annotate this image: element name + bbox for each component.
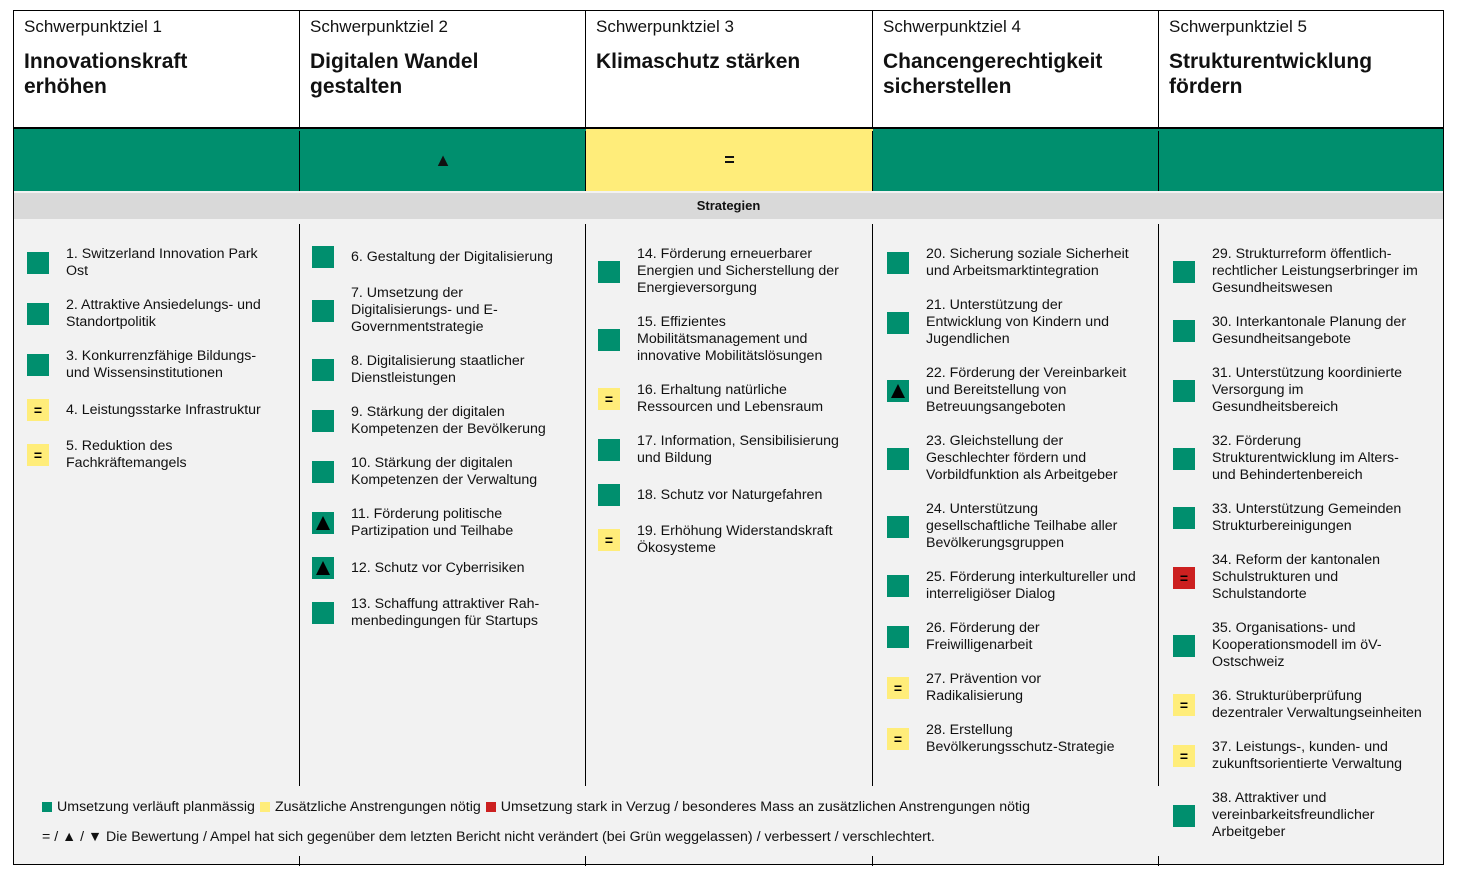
column-divider	[299, 131, 300, 191]
legend-status-line	[42, 798, 1030, 816]
goal-label: Schwerpunktziel 3	[596, 17, 734, 36]
column-divider	[585, 224, 586, 786]
column-divider	[872, 11, 873, 127]
column-divider	[872, 224, 873, 786]
green-status-icon	[312, 246, 334, 268]
legend	[42, 798, 1030, 858]
yellow-status-icon	[1173, 694, 1195, 716]
goal-title: Digitalen Wandel gestalten	[310, 50, 479, 98]
strategy-label: 19. Erhöhung Widerstandskraft Ökosysteme	[637, 523, 833, 556]
column-divider	[872, 131, 873, 191]
goal-status-5	[1159, 129, 1443, 191]
strategy-label: 6. Gestaltung der Digitalisierung	[351, 248, 553, 265]
strategy-column-5	[1173, 246, 1443, 858]
green-status-icon	[1173, 805, 1195, 827]
strategy-item	[887, 671, 1155, 705]
green-swatch-icon	[42, 802, 52, 812]
goal-title: Klimaschutz stärken	[596, 50, 801, 73]
goal-title: Innovationskraft erhöhen	[24, 50, 188, 98]
yellow-status-icon	[27, 399, 49, 421]
column-divider	[1158, 11, 1159, 127]
strategy-item	[27, 246, 287, 280]
column-divider	[1158, 131, 1159, 191]
strategy-item	[312, 246, 574, 268]
strategy-item	[1173, 620, 1443, 671]
trend-unchanged-icon: =	[33, 402, 43, 418]
trend-unchanged-icon: =	[1179, 748, 1189, 764]
green-status-icon	[312, 512, 334, 534]
green-status-icon	[887, 312, 909, 334]
green-status-icon	[312, 300, 334, 322]
column-divider	[299, 224, 300, 786]
green-status-icon	[887, 626, 909, 648]
green-status-icon	[1173, 320, 1195, 342]
column-divider	[299, 11, 300, 127]
green-status-icon	[27, 303, 49, 325]
goal-header-1	[14, 11, 300, 127]
strategy-label: 13. Schaffung attraktiver Rah- menbedingungen für Startups	[351, 596, 540, 629]
strategy-label: 21. Unterstützung der Entwicklung von Kindern und Jugendlichen	[926, 297, 1109, 347]
strategy-item	[312, 285, 574, 336]
strategy-item	[887, 722, 1155, 756]
strategy-label: 32. Förderung Strukturentwicklung im Alters- und Behindertenbereich	[1212, 433, 1399, 483]
strategy-label: 27. Prävention vor Radikalisierung	[926, 671, 1042, 704]
strategy-column-4	[887, 246, 1155, 773]
strategy-label: 2. Attraktive Ansiedelungs- und Standortpolitik	[66, 297, 261, 330]
strategies-heading: Strategien	[14, 193, 1443, 219]
strategy-item	[598, 382, 868, 416]
strategy-label: 26. Förderung der Freiwilligenarbeit	[926, 620, 1040, 653]
strategy-label: 9. Stärkung der digitalen Kompetenzen der Bevölkerung	[351, 404, 546, 437]
strategy-label: 7. Umsetzung der Digitalisierungs- und E- Governmentstrategie	[351, 285, 498, 335]
green-status-icon	[312, 557, 334, 579]
strategy-label: 31. Unterstützung koordinierte Versorgung im Gesundheitsbereich	[1212, 365, 1403, 415]
strategy-item	[312, 506, 574, 540]
column-divider	[1158, 856, 1159, 866]
green-status-icon	[887, 448, 909, 470]
trend-unchanged-icon: =	[893, 680, 903, 696]
strategy-label: 38. Attraktiver und vereinbarkeitsfreundlicher Arbeitgeber	[1212, 790, 1375, 840]
strategy-label: 12. Schutz vor Cyberrisiken	[351, 559, 525, 576]
strategy-item	[887, 620, 1155, 654]
trend-up-icon	[316, 516, 330, 530]
strategy-item	[887, 433, 1155, 484]
green-status-icon	[887, 380, 909, 402]
goal-label: Schwerpunktziel 4	[883, 17, 1021, 36]
green-status-icon	[312, 410, 334, 432]
strategy-label: 24. Unterstützung gesellschaftliche Teilhabe aller Bevölkerungsgruppen	[926, 501, 1118, 551]
strategy-label: 11. Förderung politische Partizipation und Teilhabe	[351, 506, 514, 539]
column-divider	[585, 11, 586, 127]
strategy-label: 5. Reduktion des Fachkräftemangels	[66, 438, 187, 471]
column-divider	[585, 131, 586, 191]
strategy-item	[312, 404, 574, 438]
strategy-item	[27, 297, 287, 331]
yellow-status-icon	[27, 444, 49, 466]
strategy-label: 37. Leistungs-, kunden- und zukunftsorientierte Verwaltung	[1212, 739, 1403, 772]
trend-unchanged-icon: =	[1179, 697, 1189, 713]
green-status-icon	[312, 602, 334, 624]
strategy-item	[598, 484, 868, 506]
trend-unchanged-icon: =	[33, 447, 43, 463]
legend-yellow-label: Zusätzliche Anstrengungen nötig	[274, 799, 481, 815]
goal-label: Schwerpunktziel 5	[1169, 17, 1307, 36]
strategy-column-3	[598, 246, 868, 574]
strategy-column-2	[312, 246, 574, 647]
strategy-item	[1173, 552, 1443, 603]
strategy-label: 28. Erstellung Bevölkerungsschutz-Strategie	[926, 722, 1115, 755]
goal-header-2	[300, 11, 586, 127]
strategy-item	[27, 438, 287, 472]
strategy-label: 10. Stärkung der digitalen Kompetenzen der Verwaltung	[351, 455, 538, 488]
legend-green-label: Umsetzung verläuft planmässig	[57, 799, 255, 815]
strategy-item	[27, 399, 287, 421]
yellow-status-icon	[887, 677, 909, 699]
strategy-label: 34. Reform der kantonalen Schulstrukturen und Schulstandorte	[1212, 552, 1380, 602]
strategy-label: 4. Leistungsstarke Infrastruktur	[66, 401, 261, 418]
strategy-label: 18. Schutz vor Naturgefahren	[637, 486, 823, 503]
legend-trend-note: = / ▲ / ▼ Die Bewertung / Ampel hat sich gegenüber dem letzten Bericht nicht verändert (bei Grün weggelassen) / verbessert / verschlechtert.	[42, 829, 935, 845]
strategy-label: 33. Unterstützung Gemeinden Strukturbereinigungen	[1212, 501, 1402, 534]
green-status-icon	[887, 252, 909, 274]
strategy-label: 1. Switzerland Innovation Park Ost	[66, 246, 258, 279]
strategy-item	[598, 523, 868, 557]
strategy-item	[1173, 688, 1443, 722]
goal-header-5	[1159, 11, 1443, 127]
column-divider	[1158, 224, 1159, 786]
trend-up-icon: ▲	[434, 149, 452, 170]
strategy-item	[887, 365, 1155, 416]
trend-up-icon	[316, 561, 330, 575]
strategy-label: 20. Sicherung soziale Sicherheit und Arbeitsmarktintegration	[926, 246, 1129, 279]
goal-header-3	[586, 11, 873, 127]
goals-header-row	[14, 11, 1443, 129]
strategy-item	[1173, 739, 1443, 773]
green-status-icon	[598, 261, 620, 283]
strategy-item	[1173, 790, 1443, 841]
green-status-icon	[1173, 635, 1195, 657]
goal-label: Schwerpunktziel 2	[310, 17, 448, 36]
green-status-icon	[27, 354, 49, 376]
yellow-status-icon	[598, 388, 620, 410]
strategy-label: 23. Gleichstellung der Geschlechter fördern und Vorbildfunktion als Arbeitgeber	[926, 433, 1118, 483]
strategy-item	[312, 596, 574, 630]
red-swatch-icon	[486, 802, 496, 812]
strategy-item	[598, 433, 868, 467]
strategy-item	[887, 501, 1155, 552]
strategy-item	[1173, 246, 1443, 297]
strategy-item	[598, 246, 868, 297]
green-status-icon	[1173, 507, 1195, 529]
trend-unchanged-icon: =	[724, 149, 735, 170]
goal-header-4	[873, 11, 1159, 127]
strategy-item	[887, 569, 1155, 603]
strategy-label: 17. Information, Sensibilisierung und Bildung	[637, 433, 839, 466]
strategy-label: 3. Konkurrenzfähige Bildungs- und Wissensinstitutionen	[66, 348, 257, 381]
goal-label: Schwerpunktziel 1	[24, 17, 162, 36]
green-status-icon	[887, 575, 909, 597]
strategy-label: 35. Organisations- und Kooperationsmodell im öV- Ostschweiz	[1212, 620, 1382, 670]
strategy-item	[27, 348, 287, 382]
green-status-icon	[1173, 380, 1195, 402]
green-status-icon	[887, 516, 909, 538]
green-status-icon	[1173, 448, 1195, 470]
strategy-label: 15. Effizientes Mobilitätsmanagement und innovative Mobilitätslösungen	[637, 314, 823, 364]
legend-trend-line	[42, 828, 1030, 846]
strategy-label: 8. Digitalisierung staatlicher Dienstleistungen	[351, 353, 525, 386]
green-status-icon	[27, 252, 49, 274]
green-status-icon	[312, 461, 334, 483]
strategy-label: 29. Strukturreform öffentlich- rechtlicher Leistungserbringer im Gesundheitswesen	[1212, 246, 1418, 296]
green-status-icon	[312, 359, 334, 381]
strategy-label: 16. Erhaltung natürliche Ressourcen und Lebensraum	[637, 382, 824, 415]
strategy-item	[312, 455, 574, 489]
goal-status-1	[14, 129, 300, 191]
strategy-item	[1173, 314, 1443, 348]
goal-status-4	[873, 129, 1159, 191]
legend-red-label: Umsetzung stark in Verzug / besonderes Mass an zusätzlichen Anstrengungen nötig	[500, 799, 1030, 815]
strategy-item	[1173, 433, 1443, 484]
strategy-label: 25. Förderung interkultureller und interreligiöser Dialog	[926, 569, 1136, 602]
trend-unchanged-icon: =	[604, 532, 614, 548]
yellow-status-icon	[1173, 745, 1195, 767]
strategy-item	[1173, 365, 1443, 416]
trend-unchanged-icon: =	[1179, 569, 1189, 586]
green-status-icon	[598, 329, 620, 351]
green-status-icon	[598, 484, 620, 506]
strategy-item	[312, 557, 574, 579]
yellow-status-icon	[598, 529, 620, 551]
strategy-label: 14. Förderung erneuerbarer Energien und Sicherstellung der Energieversorgung	[637, 246, 839, 296]
goals-status-row	[14, 129, 1443, 191]
strategy-item	[887, 297, 1155, 348]
strategy-label: 36. Strukturüberprüfung dezentraler Verwaltungseinheiten	[1212, 688, 1422, 721]
goal-title: Strukturentwicklung fördern	[1169, 50, 1373, 98]
strategy-column-1	[27, 246, 287, 489]
goal-status-3	[586, 129, 873, 191]
strategy-label: 22. Förderung der Vereinbarkeit und Bereitstellung von Betreuungsangeboten	[926, 365, 1127, 415]
green-status-icon	[598, 439, 620, 461]
strategy-label: 30. Interkantonale Planung der Gesundheitsangebote	[1212, 314, 1407, 347]
goal-status-2	[300, 129, 586, 191]
strategy-item	[1173, 501, 1443, 535]
trend-unchanged-icon: =	[604, 391, 614, 407]
trend-up-icon	[891, 384, 905, 398]
strategy-item	[887, 246, 1155, 280]
goal-title: Chancengerechtigkeit sicherstellen	[883, 50, 1103, 98]
trend-unchanged-icon: =	[893, 731, 903, 747]
strategy-item	[312, 353, 574, 387]
green-status-icon	[1173, 261, 1195, 283]
red-status-icon	[1173, 567, 1195, 589]
yellow-status-icon	[887, 728, 909, 750]
yellow-swatch-icon	[260, 802, 270, 812]
strategy-item	[598, 314, 868, 365]
